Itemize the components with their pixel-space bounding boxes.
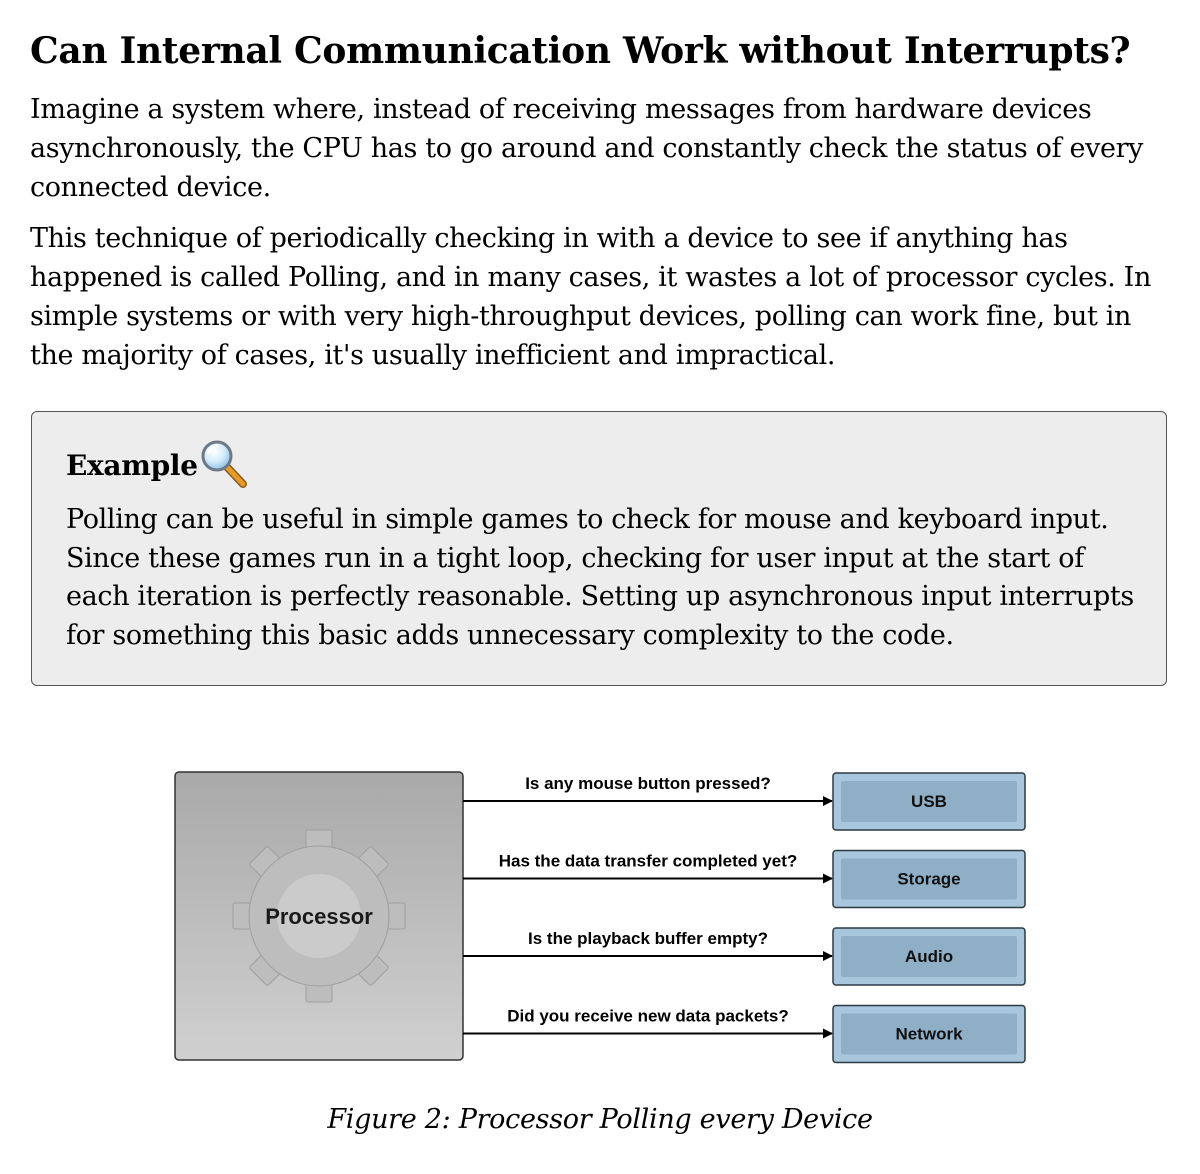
polling-row <box>463 928 1025 985</box>
figure-caption: Figure 2: Processor Polling every Device <box>327 1104 873 1135</box>
device-label: Audio <box>904 947 954 966</box>
page-title: Can Internal Communication Work without Interrupts? <box>30 30 1131 72</box>
device-label: USB <box>911 792 947 811</box>
polling-row <box>463 1006 1025 1063</box>
polling-diagram <box>0 740 1200 1080</box>
polling-question: Did you receive new data packets? <box>507 1006 789 1026</box>
intro-paragraph: Imagine a system where, instead of receiving messages from hardware devices asynchronously, the CPU has to go around and constantly check the status of every connected device. <box>30 94 1144 203</box>
magnifier-icon <box>198 438 250 490</box>
polling-row <box>463 773 1025 830</box>
example-title: Example <box>66 449 198 482</box>
polling-question: Is any mouse button pressed? <box>525 774 771 793</box>
processor-label: Processor <box>265 904 373 929</box>
example-callout <box>31 411 1167 686</box>
polling-question: Has the data transfer completed yet? <box>498 851 798 871</box>
example-body: Polling can be useful in simple games to check for mouse and keyboard input. Since these games run in a tight loop, checking for user input at the start of each iteration is perfectly reasonable. Setting up asynchronous input interrupts for something this basic adds unnecessary complexity to the code. <box>66 504 1134 651</box>
polling-paragraph: This technique of periodically checking in with a device to see if anything has happened is called Polling, and in many cases, it wastes a lot of processor cycles. In simple systems or with very high-throughput devices, polling can work fine, but in the majority of cases, it's usually inefficient and impractical. <box>30 223 1152 371</box>
device-label: Storage <box>897 869 961 889</box>
processor-block <box>175 772 463 1060</box>
polling-question: Is the playback buffer empty? <box>528 929 768 948</box>
polling-row <box>463 851 1025 908</box>
device-label: Network <box>895 1024 963 1044</box>
